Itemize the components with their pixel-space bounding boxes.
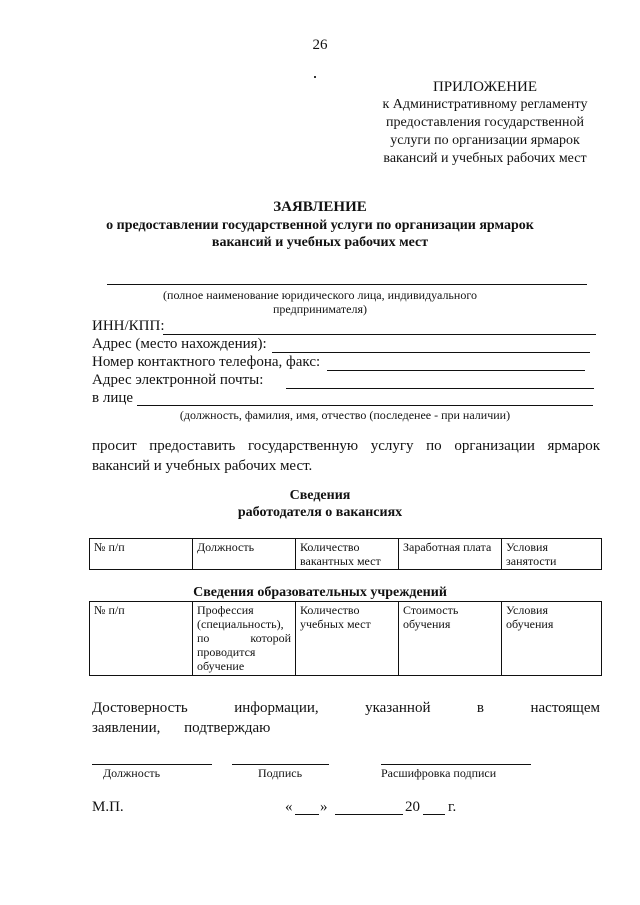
signature-caption: Подпись xyxy=(258,766,303,780)
person-caption: (должность, фамилия, имя, отчество (последенее - при наличии) xyxy=(179,408,511,422)
table-header-cell: Профессия (специальность), по которой проводится обучение xyxy=(193,602,296,676)
table-header-cell: Условия занятости xyxy=(502,539,602,570)
date-month-line[interactable] xyxy=(335,814,403,815)
appendix-line: к Административному регламенту xyxy=(382,97,588,112)
page-number: 26 xyxy=(312,37,328,53)
org-caption: (полное наименование юридического лица, индивидуального xyxy=(163,288,477,302)
vacancy-title: Сведения xyxy=(289,488,351,503)
signature-line[interactable] xyxy=(232,764,329,765)
table-header-cell: Заработная плата xyxy=(399,539,502,570)
confirmation-text: Достоверность информации, указанной в настоящем заявлении, подтверждаю xyxy=(92,700,600,736)
date-year-prefix: 20 xyxy=(405,799,420,815)
signature-decode-line[interactable] xyxy=(381,764,531,765)
table-header-cell: № п/п xyxy=(90,602,193,676)
org-name-line[interactable] xyxy=(107,284,587,285)
scan-dot xyxy=(314,76,316,78)
phone-label: Номер контактного телефона, факс: xyxy=(92,354,321,370)
date-year-line[interactable] xyxy=(423,814,445,815)
table-header-cell: Стоимость обучения xyxy=(399,602,502,676)
table-header-cell: Условия обучения xyxy=(502,602,602,676)
vacancy-table xyxy=(89,538,602,570)
date-quote-close: » xyxy=(320,799,328,815)
table-header-cell: № п/п xyxy=(90,539,193,570)
inn-line[interactable] xyxy=(163,334,596,335)
date-quote-open: « xyxy=(285,799,293,815)
appendix-heading: ПРИЛОЖЕНИЕ xyxy=(432,79,538,95)
email-line[interactable] xyxy=(286,388,594,389)
appendix-line: вакансий и учебных рабочих мест xyxy=(383,151,587,166)
address-line[interactable] xyxy=(272,352,590,353)
table-header-cell: Количество вакантных мест xyxy=(296,539,399,570)
request-text: просит предоставить государственную услугу по организации ярмарок вакансий и учебных рабочих мест. xyxy=(92,438,600,474)
position-caption: Должность xyxy=(103,766,161,780)
date-day-line[interactable] xyxy=(295,814,319,815)
document-subtitle: о предоставлении государственной услуги по организации ярмарок xyxy=(106,218,534,233)
table-header-cell: Должность xyxy=(193,539,296,570)
phone-line[interactable] xyxy=(327,370,585,371)
table-header-row xyxy=(90,602,602,676)
person-label: в лице xyxy=(92,390,134,406)
signature-decode-caption: Расшифровка подписи xyxy=(381,766,497,780)
document-subtitle: вакансий и учебных рабочих мест xyxy=(211,235,429,250)
email-label: Адрес электронной почты: xyxy=(92,372,264,388)
table-header-row xyxy=(90,539,602,570)
education-title: Сведения образовательных учреждений xyxy=(193,585,447,600)
table-header-cell: Количество учебных мест xyxy=(296,602,399,676)
appendix-line: предоставления государственной xyxy=(385,115,585,130)
document-title: ЗАЯВЛЕНИЕ xyxy=(273,199,367,215)
person-line[interactable] xyxy=(137,405,593,406)
education-table xyxy=(89,601,602,676)
inn-label: ИНН/КПП: xyxy=(92,318,165,334)
date-year-suffix: г. xyxy=(448,799,457,815)
position-line[interactable] xyxy=(92,764,212,765)
vacancy-title: работодателя о вакансиях xyxy=(237,505,403,520)
address-label: Адрес (место нахождения): xyxy=(92,336,267,352)
org-caption: предпринимателя) xyxy=(273,302,367,316)
appendix-line: услуги по организации ярмарок xyxy=(390,133,580,148)
stamp-label: М.П. xyxy=(92,799,124,815)
